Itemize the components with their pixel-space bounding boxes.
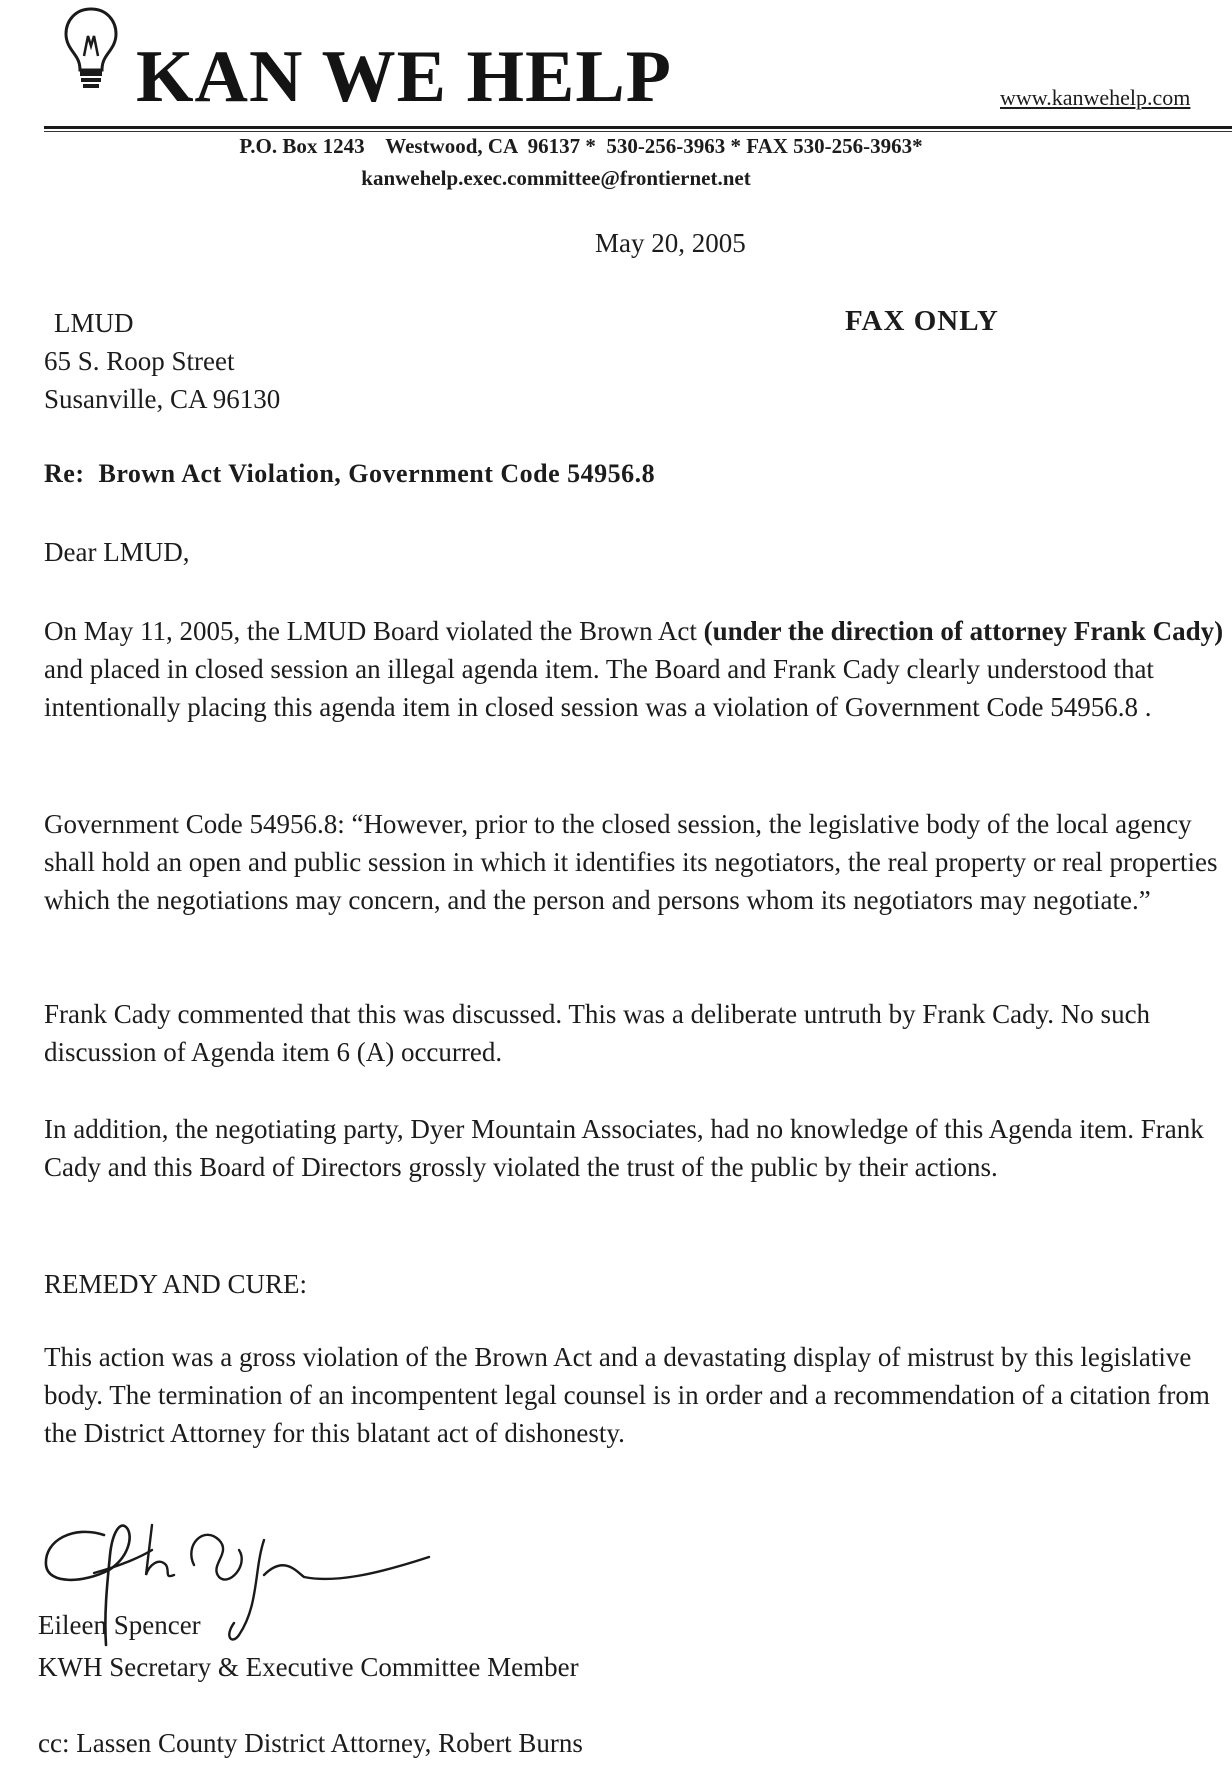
letterhead-rule-thin [44, 131, 1232, 132]
carbon-copy-line: cc: Lassen County District Attorney, Robert Burns [38, 1728, 583, 1758]
recipient-city: Susanville, CA 96130 [44, 384, 281, 414]
paragraph-violation [44, 612, 1224, 726]
p1-text-b: and placed in closed session an illegal agenda item. The Board and Frank Cady clearly understood that intentionally placing this agenda item in closed session was a violation of Government Code 54956.8 . [44, 654, 1154, 722]
p1-bold-text: (under the direction of attorney Frank Cady) [703, 616, 1224, 646]
subject-line [44, 459, 655, 489]
letter-date: May 20, 2005 [595, 228, 746, 258]
subject-text: Brown Act Violation, Government Code 54956.8 [98, 459, 656, 488]
subject-label: Re: [44, 459, 85, 488]
lightbulb-icon [62, 6, 120, 92]
letterhead-address [0, 134, 1232, 159]
organization-name: KAN WE HELP [136, 36, 672, 118]
paragraph-code-quote: Government Code 54956.8: “However, prior to the closed session, the legislative body of the local agency shall hold an open and public session in which it identifies its negotiators, the real property or real properties which the negotiations may concern, and the person and persons whom its negotiators may negotiate.” [44, 809, 1218, 915]
heading-remedy: REMEDY AND CURE: [44, 1269, 308, 1299]
p1-text-a: On May 11, 2005, the LMUD Board violated the Brown Act [44, 616, 704, 646]
paragraph-remedy: This action was a gross violation of the Brown Act and a devastating display of mistrust by this legislative body. The termination of an incompentent legal counsel is in order and a recommendation of a citation from the District Attorney for this blatant act of dishonesty. [44, 1342, 1210, 1448]
recipient-name: LMUD [54, 308, 134, 338]
letterhead-email [0, 166, 1232, 191]
address-text: P.O. Box 1243 Westwood, CA 96137 * 530-256-3963 * FAX 530-256-3963* [239, 134, 923, 158]
paragraph-untruth: Frank Cady commented that this was discussed. This was a deliberate untruth by Frank Cady. No such discussion of Agenda item 6 (A) occurred. [44, 999, 1151, 1067]
letterhead-rule [44, 126, 1232, 129]
paragraph-negotiating-party: In addition, the negotiating party, Dyer Mountain Associates, had no knowledge of this Agenda item. Frank Cady and this Board of Directors grossly violated the trust of the public by their actions. [44, 1114, 1204, 1182]
signer-name: Eileen Spencer [38, 1610, 201, 1640]
website-url: www.kanwehelp.com [1000, 85, 1191, 110]
recipient-address [44, 304, 280, 418]
delivery-method: FAX ONLY [845, 305, 999, 337]
salutation: Dear LMUD, [44, 537, 190, 567]
signer-title: KWH Secretary & Executive Committee Member [38, 1652, 579, 1682]
email-text: kanwehelp.exec.committee@frontiernet.net [361, 166, 751, 190]
recipient-street: 65 S. Roop Street [44, 346, 235, 376]
